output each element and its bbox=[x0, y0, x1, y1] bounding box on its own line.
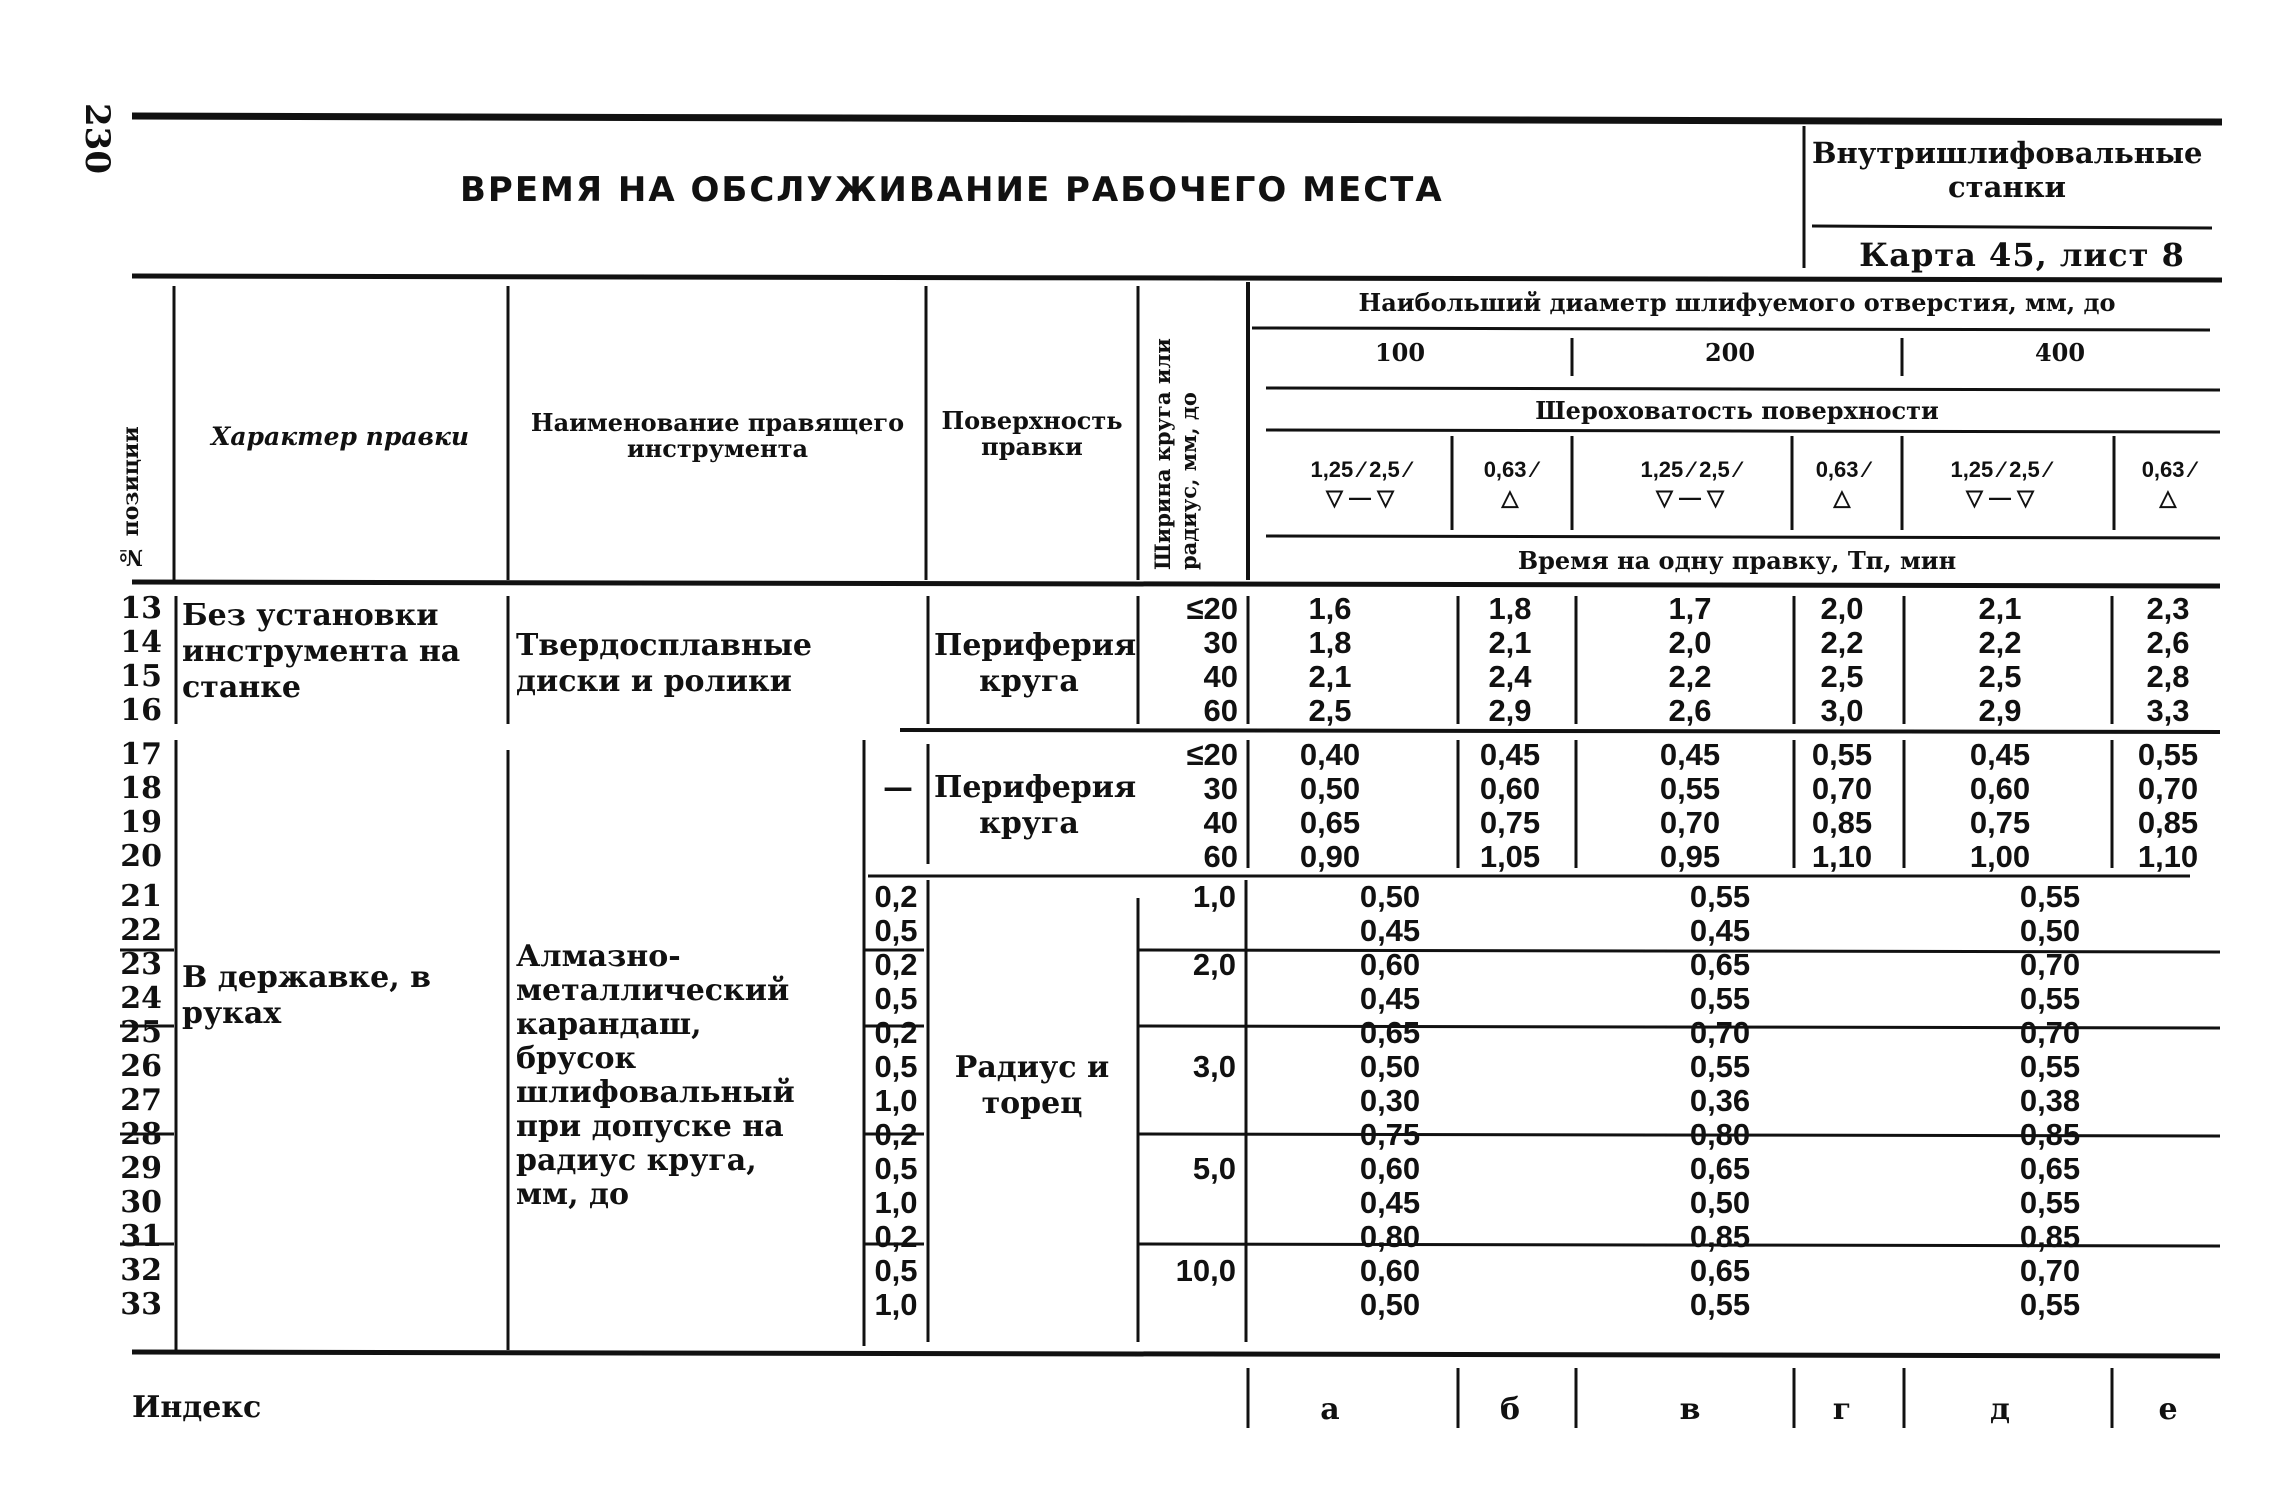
g1-width: 40 bbox=[1203, 659, 1238, 694]
g2b-pos: 27 bbox=[120, 1083, 162, 1118]
g2b-value: 0,55 bbox=[2019, 1185, 2081, 1220]
g2b-value: 0,85 bbox=[1689, 1219, 1751, 1254]
g2b-value: 0,80 bbox=[1359, 1219, 1421, 1254]
g2a-value: 0,75 bbox=[1969, 805, 2031, 840]
g1-value: 2,6 bbox=[2146, 625, 2190, 660]
g2b-radius: 2,0 bbox=[1192, 947, 1236, 982]
index-letter: а bbox=[1320, 1392, 1340, 1427]
g2a-value: 0,45 bbox=[1479, 737, 1541, 772]
tool-name-header: Наименование правящего инструмента bbox=[530, 408, 905, 463]
g2b-pos: 33 bbox=[120, 1287, 162, 1322]
page-number: 230 bbox=[77, 103, 117, 174]
g2b-value: 0,45 bbox=[1359, 1185, 1421, 1220]
g2b-pos: 28 bbox=[120, 1117, 162, 1152]
page-title: ВРЕМЯ НА ОБСЛУЖИВАНИЕ РАБОЧЕГО МЕСТА bbox=[460, 170, 1444, 210]
g2b-value: 0,36 bbox=[1689, 1083, 1751, 1118]
g2b-value: 0,55 bbox=[2019, 1049, 2081, 1084]
g2b-tolerance: 1,0 bbox=[874, 1185, 918, 1220]
g2b-value: 0,30 bbox=[1359, 1083, 1421, 1118]
g2b-value: 0,45 bbox=[1359, 981, 1421, 1016]
g2b-value: 0,75 bbox=[1359, 1117, 1421, 1152]
g2a-width: 60 bbox=[1203, 839, 1238, 874]
g2a-value: 1,10 bbox=[2137, 839, 2199, 874]
g2a-value: 0,95 bbox=[1659, 839, 1721, 874]
g1-pos: 13 bbox=[120, 591, 162, 626]
g2a-value: 0,85 bbox=[1811, 805, 1873, 840]
max-diameter-header: Наибольший диаметр шлифуемого отверстия, мм, до bbox=[1358, 288, 2116, 317]
g2a-pos: 19 bbox=[120, 805, 162, 840]
g2b-pos: 21 bbox=[120, 879, 162, 914]
surface-header: Поверхность правки bbox=[941, 406, 1123, 461]
g1-pos: 15 bbox=[120, 659, 162, 694]
g2b-value: 0,80 bbox=[1689, 1117, 1751, 1152]
g2a-value: 0,70 bbox=[1811, 771, 1873, 806]
g1-value: 2,3 bbox=[2146, 591, 2190, 626]
g2b-value: 0,55 bbox=[1689, 879, 1751, 914]
g2b-value: 0,70 bbox=[2019, 1253, 2081, 1288]
g1-value: 2,8 bbox=[2146, 659, 2190, 694]
g2a-value: 0,90 bbox=[1299, 839, 1361, 874]
g2a-value: 0,45 bbox=[1659, 737, 1721, 772]
roughness-class: 1,25 ⁄ 2,5 ⁄ ▽ — ▽ bbox=[1310, 457, 1410, 510]
g2b-radius: 5,0 bbox=[1192, 1151, 1236, 1186]
index-letter: д bbox=[1990, 1392, 2010, 1427]
diameter-200: 200 bbox=[1704, 338, 1756, 367]
g2b-value: 0,50 bbox=[1359, 1049, 1421, 1084]
index-letter: б bbox=[1499, 1392, 1520, 1427]
g1-value: 2,1 bbox=[1488, 625, 1532, 660]
g2b-pos: 24 bbox=[120, 981, 162, 1016]
g2a-value: 0,60 bbox=[1479, 771, 1541, 806]
g1-value: 2,2 bbox=[1668, 659, 1712, 694]
index-letter: е bbox=[2158, 1392, 2178, 1427]
g2b-value: 0,55 bbox=[1689, 981, 1751, 1016]
g1-value: 2,9 bbox=[1488, 693, 1532, 728]
g2b-radius: 1,0 bbox=[1192, 879, 1236, 914]
index-letter: г bbox=[1832, 1392, 1852, 1427]
g2b-value: 0,55 bbox=[1689, 1049, 1751, 1084]
group1-dressing-type: Без установки инструмента на станке bbox=[182, 598, 461, 705]
g2b-value: 0,60 bbox=[1359, 1151, 1421, 1186]
g1-value: 2,2 bbox=[1978, 625, 2022, 660]
g2a-value: 0,60 bbox=[1969, 771, 2031, 806]
group2-tool: Алмазно-металлический карандаш, брусок шлифовальный при допуске на радиус круга, мм, до bbox=[516, 939, 795, 1212]
index-label: Индекс bbox=[132, 1390, 262, 1425]
g2a-pos: 17 bbox=[120, 737, 162, 772]
g2b-value: 0,38 bbox=[2019, 1083, 2081, 1118]
g2b-value: 0,60 bbox=[1359, 947, 1421, 982]
g1-width: ≤20 bbox=[1186, 591, 1238, 626]
g2b-tolerance: 0,2 bbox=[874, 947, 918, 982]
g2a-value: 1,05 bbox=[1479, 839, 1541, 874]
g1-value: 3,0 bbox=[1820, 693, 1864, 728]
g1-value: 3,3 bbox=[2146, 693, 2190, 728]
g2a-pos: 18 bbox=[120, 771, 162, 806]
g1-pos: 16 bbox=[120, 693, 162, 728]
g2a-value: 0,50 bbox=[1299, 771, 1361, 806]
g2a-value: 1,00 bbox=[1969, 839, 2031, 874]
g2b-tolerance: 0,2 bbox=[874, 1219, 918, 1254]
g2b-value: 0,70 bbox=[2019, 947, 2081, 982]
g2b-tolerance: 1,0 bbox=[874, 1083, 918, 1118]
g2b-value: 0,55 bbox=[2019, 1287, 2081, 1322]
g2b-value: 0,65 bbox=[1689, 1151, 1751, 1186]
g2b-value: 0,55 bbox=[1689, 1287, 1751, 1322]
g2a-value: 0,55 bbox=[1811, 737, 1873, 772]
g2b-value: 0,50 bbox=[1689, 1185, 1751, 1220]
diameter-100: 100 bbox=[1374, 338, 1426, 367]
g2b-value: 0,65 bbox=[1689, 947, 1751, 982]
g1-value: 1,8 bbox=[1488, 591, 1532, 626]
g2b-pos: 26 bbox=[120, 1049, 162, 1084]
roughness-header: Шероховатость поверхности bbox=[1535, 396, 1939, 425]
g2b-tolerance: 0,5 bbox=[874, 1049, 918, 1084]
g1-value: 2,9 bbox=[1978, 693, 2022, 728]
g1-value: 2,1 bbox=[1978, 591, 2022, 626]
g2a-value: 0,85 bbox=[2137, 805, 2199, 840]
g2b-value: 0,85 bbox=[2019, 1117, 2081, 1152]
g2b-tolerance: 0,5 bbox=[874, 1151, 918, 1186]
g2b-pos: 25 bbox=[120, 1015, 162, 1050]
diameter-400: 400 bbox=[2034, 338, 2086, 367]
group2-dressing-type: В державке, в руках bbox=[182, 960, 431, 1031]
g2b-tolerance: 0,5 bbox=[874, 913, 918, 948]
g2b-value: 0,65 bbox=[1359, 1015, 1421, 1050]
g2b-value: 0,50 bbox=[1359, 1287, 1421, 1322]
card-label: Карта 45, лист 8 bbox=[1859, 236, 2185, 274]
g1-value: 1,8 bbox=[1308, 625, 1352, 660]
g2a-width: 30 bbox=[1203, 771, 1238, 806]
g2b-pos: 22 bbox=[120, 913, 162, 948]
g2b-tolerance: 0,5 bbox=[874, 1253, 918, 1288]
g2b-value: 0,50 bbox=[1359, 879, 1421, 914]
g2b-value: 0,85 bbox=[2019, 1219, 2081, 1254]
g2a-value: 0,40 bbox=[1299, 737, 1361, 772]
dressing-type-header: Характер правки bbox=[210, 422, 470, 451]
g2b-tolerance: 0,5 bbox=[874, 981, 918, 1016]
g1-value: 2,2 bbox=[1820, 625, 1864, 660]
group1-tool: Твердосплавные диски и ролики bbox=[516, 628, 813, 699]
g2a-value: 0,65 bbox=[1299, 805, 1361, 840]
g2b-value: 0,70 bbox=[2019, 1015, 2081, 1050]
g2b-pos: 31 bbox=[120, 1219, 162, 1254]
g2a-value: 0,75 bbox=[1479, 805, 1541, 840]
machine-type: Внутришлифовальные станки bbox=[1812, 136, 2203, 204]
g1-value: 2,1 bbox=[1308, 659, 1352, 694]
g1-value: 2,6 bbox=[1668, 693, 1712, 728]
g2b-tolerance: 0,2 bbox=[874, 1117, 918, 1152]
g1-value: 2,5 bbox=[1308, 693, 1352, 728]
g1-width: 30 bbox=[1203, 625, 1238, 660]
g1-value: 1,7 bbox=[1668, 591, 1712, 626]
g1-value: 2,4 bbox=[1488, 659, 1532, 694]
g2b-value: 0,70 bbox=[1689, 1015, 1751, 1050]
g2a-value: 0,70 bbox=[2137, 771, 2199, 806]
g1-value: 2,5 bbox=[1978, 659, 2022, 694]
g2b-value: 0,55 bbox=[2019, 879, 2081, 914]
group2-dash: — bbox=[883, 770, 913, 805]
g1-width: 60 bbox=[1203, 693, 1238, 728]
group2-surface-b: Радиус и торец bbox=[954, 1050, 1110, 1121]
g2b-radius: 3,0 bbox=[1192, 1049, 1236, 1084]
g2a-value: 0,45 bbox=[1969, 737, 2031, 772]
g1-value: 2,0 bbox=[1820, 591, 1864, 626]
roughness-class: 1,25 ⁄ 2,5 ⁄ ▽ — ▽ bbox=[1640, 457, 1740, 510]
g2b-tolerance: 1,0 bbox=[874, 1287, 918, 1322]
group2-surface-a: Периферия круга bbox=[934, 770, 1137, 841]
g1-value: 2,5 bbox=[1820, 659, 1864, 694]
position-header: № позиции bbox=[118, 426, 144, 570]
g2a-value: 1,10 bbox=[1811, 839, 1873, 874]
g2b-value: 0,65 bbox=[1689, 1253, 1751, 1288]
g2a-width: ≤20 bbox=[1186, 737, 1238, 772]
g2b-value: 0,50 bbox=[2019, 913, 2081, 948]
g1-pos: 14 bbox=[120, 625, 162, 660]
g2b-pos: 23 bbox=[120, 947, 162, 982]
width-header: Ширина круга или радиус, мм, до bbox=[1150, 338, 1201, 570]
g2b-value: 0,60 bbox=[1359, 1253, 1421, 1288]
roughness-class: 0,63 ⁄ △ bbox=[2141, 457, 2195, 510]
roughness-class: 0,63 ⁄ △ bbox=[1815, 457, 1869, 510]
g2a-value: 0,70 bbox=[1659, 805, 1721, 840]
g1-value: 2,0 bbox=[1668, 625, 1712, 660]
g2b-tolerance: 0,2 bbox=[874, 1015, 918, 1050]
g2a-pos: 20 bbox=[120, 839, 162, 874]
g2b-pos: 32 bbox=[120, 1253, 162, 1288]
g2a-value: 0,55 bbox=[2137, 737, 2199, 772]
g2b-value: 0,65 bbox=[2019, 1151, 2081, 1186]
index-letter: в bbox=[1679, 1392, 1701, 1427]
g2b-radius: 10,0 bbox=[1175, 1253, 1236, 1288]
roughness-class: 0,63 ⁄ △ bbox=[1483, 457, 1537, 510]
time-header: Время на одну правку, Тп, мин bbox=[1517, 546, 1957, 575]
g2b-pos: 29 bbox=[120, 1151, 162, 1186]
g2a-value: 0,55 bbox=[1659, 771, 1721, 806]
group1-surface: Периферия круга bbox=[934, 628, 1137, 699]
g2a-width: 40 bbox=[1203, 805, 1238, 840]
g2b-tolerance: 0,2 bbox=[874, 879, 918, 914]
g2b-value: 0,45 bbox=[1689, 913, 1751, 948]
g1-value: 1,6 bbox=[1308, 591, 1352, 626]
g2b-value: 0,45 bbox=[1359, 913, 1421, 948]
g2b-value: 0,55 bbox=[2019, 981, 2081, 1016]
roughness-class: 1,25 ⁄ 2,5 ⁄ ▽ — ▽ bbox=[1950, 457, 2050, 510]
g2b-pos: 30 bbox=[120, 1185, 162, 1220]
